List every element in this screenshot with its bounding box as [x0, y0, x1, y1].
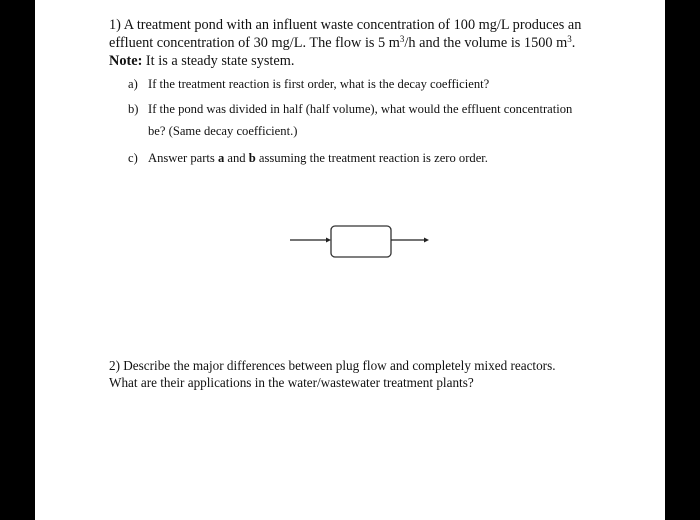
part-c	[128, 150, 488, 166]
document-page	[35, 0, 665, 520]
question-1-number: 1)	[109, 17, 121, 33]
part-c-text-2: and	[224, 151, 249, 165]
question-2-line-1: 2) Describe the major differences between plug flow and completely mixed reactors.	[109, 358, 556, 373]
note-text: It is a steady state system.	[142, 53, 295, 69]
reactor-diagram	[288, 223, 433, 263]
part-a	[128, 76, 489, 92]
inflow-arrow	[290, 238, 331, 243]
part-a-text: If the treatment reaction is first order, what is the decay coefficient?	[148, 77, 490, 91]
part-c-bold-b: b	[248, 151, 256, 165]
question-2-line-2: What are their applications in the water/wastewater treatment plants?	[109, 375, 474, 390]
superscript-flow: 3	[399, 34, 405, 44]
question-1-note	[109, 52, 599, 70]
question-1-volume-text: /h and the volume is 1500 m	[404, 35, 568, 51]
question-2	[109, 357, 609, 391]
note-label: Note:	[109, 53, 143, 69]
superscript-volume: 3	[567, 34, 572, 44]
question-1-intro: A treatment pond with an influent waste concentration of 100 mg/L produces an	[123, 17, 582, 33]
part-b-text-line-1: If the pond was divided in half (half volume), what would the effluent concentration	[148, 102, 573, 116]
part-c-text-1: Answer parts	[148, 151, 218, 165]
question-1-effluent-text: effluent concentration of 30 mg/L. The flow is 5 m	[109, 35, 400, 51]
part-c-text-3: assuming the treatment reaction is zero order.	[255, 151, 488, 165]
question-1-period: .	[571, 35, 576, 51]
question-1-line-2	[109, 34, 599, 52]
part-b	[128, 101, 628, 139]
outflow-arrow	[391, 238, 429, 243]
question-1	[109, 16, 599, 70]
part-c-bold-a: a	[217, 151, 225, 165]
part-b-label: b)	[128, 102, 139, 116]
part-a-label: a)	[128, 77, 138, 91]
part-c-label: c)	[128, 151, 138, 165]
reactor-box	[331, 226, 391, 257]
question-1-line-1	[109, 16, 599, 34]
part-b-text-line-2: be? (Same decay coefficient.)	[148, 124, 298, 138]
